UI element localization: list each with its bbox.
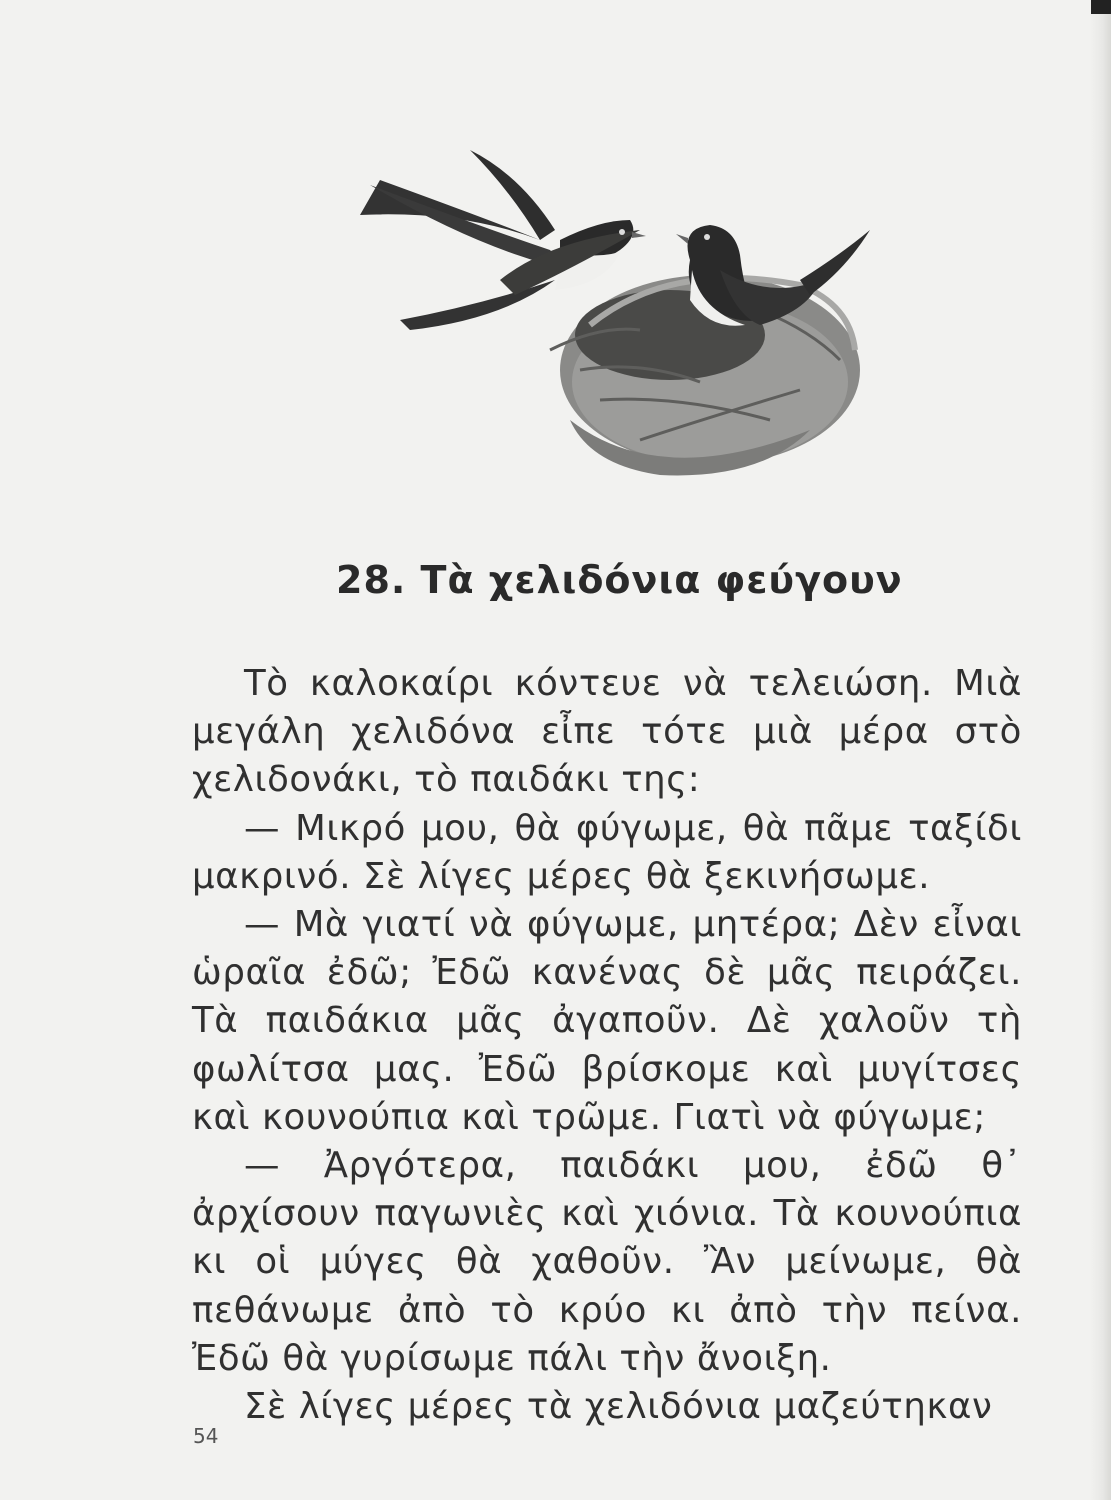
page-corner	[1091, 0, 1111, 14]
paragraph: — Ἀργότερα, παιδάκι μου, ἐδῶ θ᾽ ἀρχίσουν παγωνιὲς καὶ χιόνια. Τὰ κουνούπια κι οἱ μύγες θὰ χαθοῦν. Ἂν μείνωμε, θὰ πεθάνωμε ἀπὸ τὸ κρύο κι ἀπὸ τὴν πείνα. Ἐδῶ θὰ γυρίσωμε πάλι τὴν ἄνοιξη.	[192, 1145, 1022, 1379]
swallows-nest-illustration	[340, 120, 900, 510]
story-text	[192, 660, 1022, 1431]
paragraph: — Μὰ γιατί νὰ φύγωμε, μητέρα; Δὲν εἶναι ὡραῖα ἐδῶ; Ἐδῶ κανένας δὲ μᾶς πειράζει. Τὰ παιδάκια μᾶς ἀγαποῦν. Δὲ χαλοῦν τὴ φωλίτσα μας. Ἐδῶ βρίσκομε καὶ μυγίτσες καὶ κουνούπια καὶ τρῶμε. Γιατὶ νὰ φύγωμε;	[192, 904, 1022, 1138]
chapter-title: 28. Τὰ χελιδόνια φεύγουν	[336, 558, 903, 602]
paragraph: Σὲ λίγες μέρες τὰ χελιδόνια μαζεύτηκαν	[244, 1386, 993, 1428]
flying-swallow-image	[360, 150, 646, 330]
page-number: 54	[193, 1424, 219, 1448]
paragraph: Τὸ καλοκαίρι κόντευε νὰ τελειώση. Μιὰ μεγάλη χελιδόνα εἶπε τότε μιὰ μέρα στὸ χελιδονάκι, τὸ παιδάκι της:	[192, 663, 1022, 801]
paragraph: — Μικρό μου, θὰ φύγωμε, θὰ πᾶμε ταξίδι μακρινό. Σὲ λίγες μέρες θὰ ξεκινήσωμε.	[192, 807, 1022, 897]
page-edge	[1089, 0, 1111, 1500]
